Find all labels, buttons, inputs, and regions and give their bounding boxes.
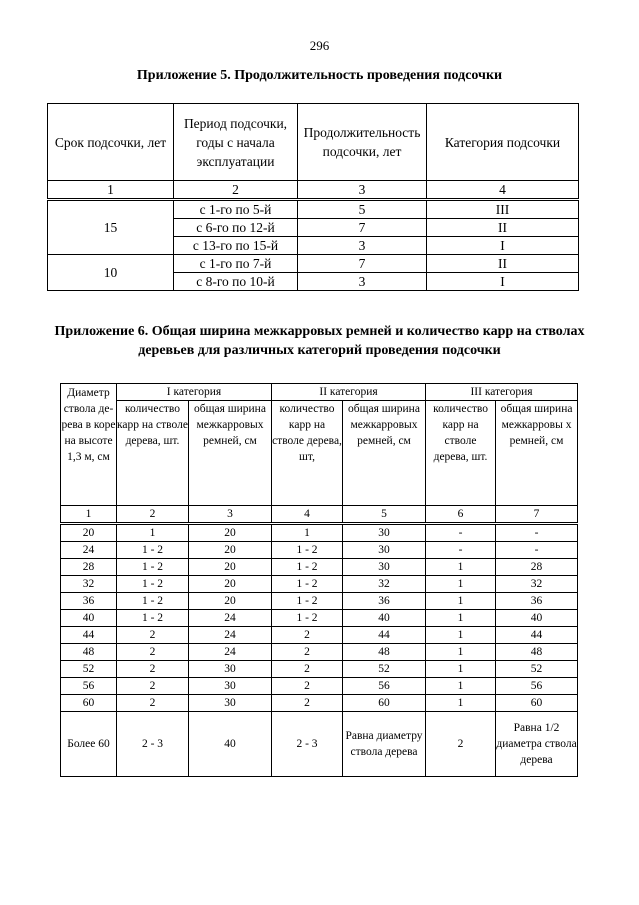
- category-cell: II: [427, 255, 579, 273]
- table-cell: 20: [189, 576, 272, 593]
- table-cell: 2: [117, 644, 189, 661]
- table-cell: 1: [426, 610, 496, 627]
- table-cell: 60: [343, 695, 426, 712]
- duration-cell: 3: [298, 273, 427, 291]
- table-cell: 52: [343, 661, 426, 678]
- table-row: [61, 576, 578, 593]
- table-cell: 2 - 3: [117, 712, 189, 777]
- table-cell: 32: [343, 576, 426, 593]
- table-cell: 48: [61, 644, 117, 661]
- header-cell: Период подсочки, годы с начала эксплуатации: [174, 104, 298, 181]
- column-number: 5: [343, 506, 426, 524]
- table-cell: 30: [343, 559, 426, 576]
- column-number: 2: [174, 181, 298, 200]
- period-cell: с 8-го по 10-й: [174, 273, 298, 291]
- table-cell: 36: [496, 593, 578, 610]
- table-cell: 24: [61, 542, 117, 559]
- appendix-5-title: Приложение 5. Продолжительность проведения подсочки: [136, 68, 503, 83]
- duration-cell: 3: [298, 237, 427, 255]
- table-body: [61, 524, 578, 712]
- table-cell: Равна диаметру ствола дерева: [343, 712, 426, 777]
- table-cell: 44: [343, 627, 426, 644]
- table-cell: 2: [117, 695, 189, 712]
- table-cell: 1 - 2: [272, 593, 343, 610]
- sub-header-cell: общая ширина межкарровы х ремней, см: [496, 401, 578, 506]
- table-cell: 1: [426, 695, 496, 712]
- duration-cell: 5: [298, 200, 427, 219]
- category-header: III категория: [426, 384, 578, 401]
- table-cell: -: [426, 542, 496, 559]
- duration-cell: 7: [298, 219, 427, 237]
- table-cell: 1: [272, 524, 343, 542]
- table-cell: 36: [61, 593, 117, 610]
- table-row: [61, 627, 578, 644]
- category-cell: III: [427, 200, 579, 219]
- column-number: 4: [427, 181, 579, 200]
- table-cell: 2: [117, 627, 189, 644]
- table-cell: 1: [426, 661, 496, 678]
- table-cell: 1: [426, 644, 496, 661]
- table-cell: 1 - 2: [272, 610, 343, 627]
- table-cell: 1 - 2: [117, 610, 189, 627]
- table-cell: 30: [343, 524, 426, 542]
- category-header: I категория: [117, 384, 272, 401]
- appendix-6-title: Приложение 6. Общая ширина межкарровых ремней и количество карр на стволах деревьев для различных категорий проведения подсочки: [54, 324, 585, 358]
- table-cell: 2: [272, 678, 343, 695]
- period-cell: с 1-го по 5-й: [174, 200, 298, 219]
- table-cell: 1: [426, 678, 496, 695]
- table-cell: -: [496, 542, 578, 559]
- table-cell: -: [496, 524, 578, 542]
- table-cell: 30: [189, 661, 272, 678]
- page-number: 296: [309, 38, 330, 53]
- table-cell: 1 - 2: [117, 576, 189, 593]
- category-header-row: [61, 384, 578, 401]
- sub-header-cell: количество карр на стволе дерева, шт.: [117, 401, 189, 506]
- table-cell: 60: [496, 695, 578, 712]
- category-cell: II: [427, 219, 579, 237]
- category-cell: I: [427, 237, 579, 255]
- header-cell: Продолжительность подсочки, лет: [298, 104, 427, 181]
- table-cell: 44: [61, 627, 117, 644]
- table-cell: 2: [272, 627, 343, 644]
- table-row: [61, 610, 578, 627]
- table-cell: 40: [189, 712, 272, 777]
- table-row-last: [61, 712, 578, 777]
- table-cell: 1 - 2: [117, 559, 189, 576]
- table-cell: 2: [426, 712, 496, 777]
- table-cell: 40: [61, 610, 117, 627]
- table-cell: 52: [61, 661, 117, 678]
- column-number: 2: [117, 506, 189, 524]
- table-row: [61, 695, 578, 712]
- table-cell: Равна 1/2 диаметра ствола дерева: [496, 712, 578, 777]
- table-cell: 32: [496, 576, 578, 593]
- duration-cell: 7: [298, 255, 427, 273]
- table-row: [48, 200, 579, 219]
- sub-header-cell: количество карр на стволе дерева, шт.: [426, 401, 496, 506]
- table-cell: 2: [117, 678, 189, 695]
- table-cell: -: [426, 524, 496, 542]
- table-row: [61, 644, 578, 661]
- column-number: 3: [298, 181, 427, 200]
- category-header: II категория: [272, 384, 426, 401]
- table-cell: 20: [189, 593, 272, 610]
- column-number-row: [48, 181, 579, 200]
- table-cell: 28: [61, 559, 117, 576]
- table-cell: 1: [426, 627, 496, 644]
- table-cell: 20: [189, 559, 272, 576]
- table-cell: 1 - 2: [117, 593, 189, 610]
- period-cell: с 6-го по 12-й: [174, 219, 298, 237]
- table-cell: 24: [189, 627, 272, 644]
- header-cell: Категория подсочки: [427, 104, 579, 181]
- category-cell: I: [427, 273, 579, 291]
- belt-width-table: [60, 383, 578, 777]
- table-cell: 2: [272, 661, 343, 678]
- table-cell: 56: [343, 678, 426, 695]
- table-cell: 2: [117, 661, 189, 678]
- column-number: 3: [189, 506, 272, 524]
- column-number: 1: [61, 506, 117, 524]
- table-cell: 24: [189, 610, 272, 627]
- table-row: [61, 524, 578, 542]
- table-cell: 1: [426, 593, 496, 610]
- term-cell: 15: [48, 200, 174, 255]
- table-cell: 24: [189, 644, 272, 661]
- table-row: [61, 678, 578, 695]
- term-cell: 10: [48, 255, 174, 291]
- column-number: 4: [272, 506, 343, 524]
- table-cell: 48: [343, 644, 426, 661]
- duration-table: [47, 103, 579, 291]
- sub-header-cell: общая ширина межкарровых ремней, см: [343, 401, 426, 506]
- table-cell: 20: [61, 524, 117, 542]
- table-cell: 56: [61, 678, 117, 695]
- table-cell: 2: [272, 695, 343, 712]
- table-cell: 2 - 3: [272, 712, 343, 777]
- table-cell: 1 - 2: [272, 576, 343, 593]
- table-cell: 1: [426, 559, 496, 576]
- column-number: 7: [496, 506, 578, 524]
- table-row: [61, 559, 578, 576]
- table-cell: 48: [496, 644, 578, 661]
- header-row: [48, 104, 579, 181]
- table-cell: 20: [189, 524, 272, 542]
- table-cell: 52: [496, 661, 578, 678]
- sub-header-cell: количество карр на стволе дерева, шт,: [272, 401, 343, 506]
- table-cell: 30: [189, 678, 272, 695]
- period-cell: с 13-го по 15-й: [174, 237, 298, 255]
- table-cell: 1: [426, 576, 496, 593]
- column-number-row: [61, 506, 578, 524]
- table-cell: 1 - 2: [272, 542, 343, 559]
- table-cell: 28: [496, 559, 578, 576]
- table-cell: 1 - 2: [272, 559, 343, 576]
- table-cell: 1 - 2: [117, 542, 189, 559]
- period-cell: с 1-го по 7-й: [174, 255, 298, 273]
- table-cell: 40: [496, 610, 578, 627]
- table-cell: 30: [343, 542, 426, 559]
- sub-header-cell: общая ширина межкарровых ремней, см: [189, 401, 272, 506]
- table-row: [61, 542, 578, 559]
- table-cell: 1: [117, 524, 189, 542]
- table-cell: 60: [61, 695, 117, 712]
- table-cell: 30: [189, 695, 272, 712]
- table-cell: Более 60: [61, 712, 117, 777]
- table-row: [61, 593, 578, 610]
- table-cell: 2: [272, 644, 343, 661]
- table-row: [48, 255, 579, 273]
- table-cell: 40: [343, 610, 426, 627]
- table-row: [61, 661, 578, 678]
- header-cell: Срок подсочки, лет: [48, 104, 174, 181]
- table-cell: 44: [496, 627, 578, 644]
- sub-header-row: [61, 401, 578, 506]
- table-cell: 36: [343, 593, 426, 610]
- column-number: 6: [426, 506, 496, 524]
- table-cell: 20: [189, 542, 272, 559]
- table-cell: 56: [496, 678, 578, 695]
- table-cell: 32: [61, 576, 117, 593]
- column-number: 1: [48, 181, 174, 200]
- diameter-header: Диаметр ствола де-рева в коре на высоте 1,3 м, см: [61, 384, 117, 506]
